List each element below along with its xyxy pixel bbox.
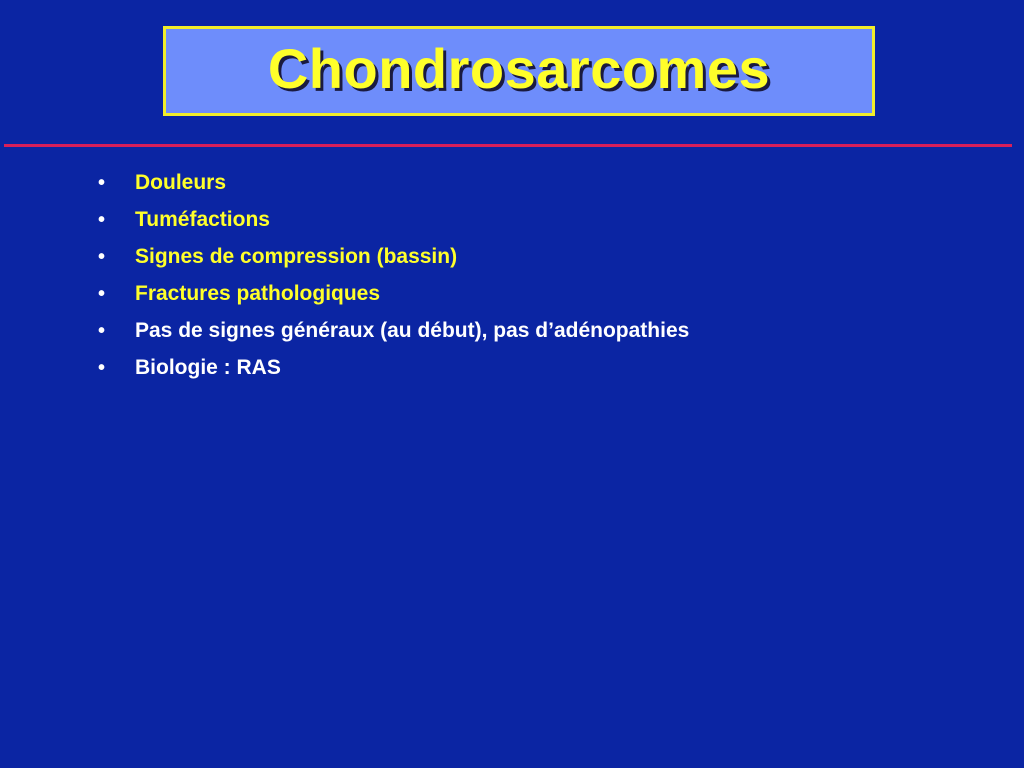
list-item bbox=[98, 205, 689, 242]
title-box bbox=[163, 26, 875, 116]
bullet-text: Tuméfactions bbox=[135, 208, 270, 231]
slide-title: Chondrosarcomes bbox=[267, 37, 771, 100]
bullet-icon: • bbox=[98, 283, 106, 305]
bullet-icon: • bbox=[98, 320, 106, 342]
bullet-text: Pas de signes généraux (au début), pas d’adénopathies bbox=[135, 319, 690, 342]
bullet-text: Biologie : RAS bbox=[135, 356, 281, 379]
title-divider bbox=[4, 144, 1012, 147]
bullet-icon: • bbox=[98, 172, 106, 194]
bullet-icon: • bbox=[98, 357, 106, 379]
list-item bbox=[98, 316, 689, 353]
list-item bbox=[98, 242, 689, 279]
bullet-text: Douleurs bbox=[135, 171, 227, 194]
bullet-text: Signes de compression (bassin) bbox=[135, 245, 458, 268]
list-item bbox=[98, 279, 689, 316]
bullet-icon: • bbox=[98, 209, 106, 231]
bullet-text: Fractures pathologiques bbox=[135, 282, 381, 305]
bullet-list bbox=[98, 168, 689, 390]
list-item bbox=[98, 353, 689, 390]
list-item bbox=[98, 168, 689, 205]
bullet-icon: • bbox=[98, 246, 106, 268]
